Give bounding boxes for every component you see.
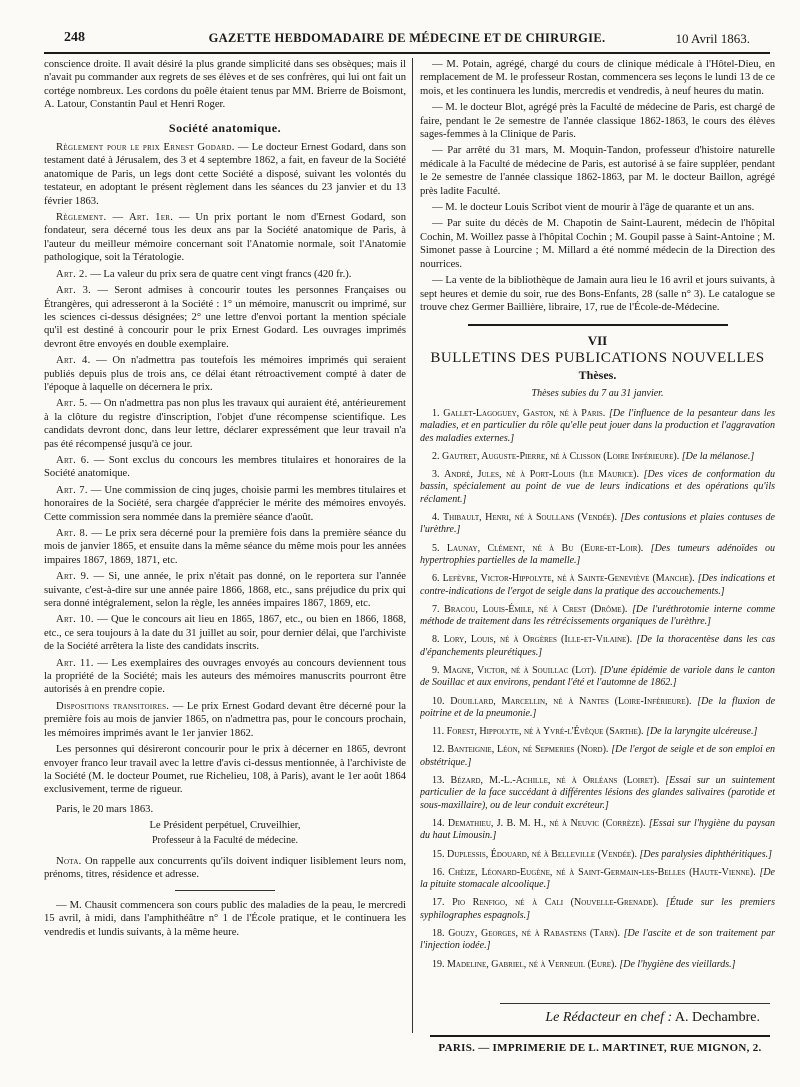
article-label: Art. 2. [56,268,88,280]
these-entry [420,665,775,690]
these-author: Banteignie, Léon, né Sepmeries (Nord). [447,744,609,756]
these-number: 16. [432,866,445,878]
redacteur-name: A. Dechambre. [674,1010,760,1025]
article-paragraph [44,397,406,451]
these-number: 9. [432,664,440,676]
article-text: — Les exemplaires des ouvrages envoyés au concours deviennent tous la propriété de la Société; mais les auteurs des mémoires manuscrits pourront être autorisés à en prendre copie. [44,657,406,696]
these-author: Douillard, Marcellin, né à Nantes (Loire-Inférieure). [450,695,692,707]
these-number: 10. [432,695,445,707]
these-author: Lory, Louis, né à Orgères (Ille-et-Vilaine). [443,634,633,646]
these-entry [420,573,775,598]
separator-rule [175,890,275,891]
news-item: — M. le docteur Blot, agrégé près la Faculté de médecine de Paris, est chargé de faire, pendant le 2e semestre de l'année classique 1862-1863, le cours des élèves sages-femmes à la Clinique de Paris. [420,102,775,141]
redacteur-line [505,1010,760,1026]
these-title: [De l'ascite et de son traitement par l'injection iodée.] [420,928,775,952]
article-paragraph [44,268,406,281]
news-item: — M. le docteur Louis Scribot vient de mourir à l'âge de quarante et un ans. [432,202,755,214]
section-title-societe: Société anatomique. [168,120,282,135]
these-number: 4. [432,512,440,524]
article-text: — Sont exclus du concours les membres titulaires et honoraires de la Société anatomique. [44,454,406,480]
reglement-text: — Le docteur Ernest Godard, dans son testament daté à Jérusalem, des 3 et 4 septembre 1862, a fait, en faveur de la Société anatomique de Paris, un legs dont cette Société a disposé, suivant les volontés du testateur, en adoptant le présent règlement dans les séances du 23 janvier et du 13 février 1863. [44,142,406,207]
article-paragraph [44,454,406,481]
chausit-paragraph: — M. Chausit commencera son cours public des maladies de la peau, le mercredi 15 avril, à midi, dans l'amphithéâtre n° 1 de l'École pratique, et le continuera les vendredis et lundis suivants, à la même heure. [44,899,406,938]
reglement-label: Règlement pour le prix Ernest Godard. [56,142,235,154]
these-number: 14. [432,817,445,829]
bulletins-title: BULLETINS DES PUBLICATIONS NOUVELLES [430,349,765,366]
article-paragraph [44,354,406,394]
these-title: [Des paralysies diphthéritiques.] [639,848,772,860]
article-label: Art. 11. [56,657,94,669]
nota-paragraph [44,855,406,882]
these-author: Gallet-Lagoguey, Gaston, né à Paris. [443,407,606,419]
these-author: Pio Renfigo, né à Cali (Nouvelle-Grenade). [452,897,659,909]
these-entry [420,634,775,659]
these-number: 12. [432,744,445,756]
these-entry [420,512,775,537]
article-paragraph [44,527,406,567]
article-label: Art. 4. [56,355,91,367]
these-entry [420,818,775,843]
these-author: Launay, Clément, né à Bu (Eure-et-Loir). [446,542,644,554]
these-author: André, Jules, né à Port-Louis (île Maurice). [444,469,639,481]
these-entry [420,849,775,861]
theses-list [420,408,775,971]
these-title: [De la laryngite ulcéreuse.] [646,726,758,738]
these-number: 11. [432,726,445,738]
these-entry [420,775,775,812]
these-author: Bézard, M.-L.-Achille, né à Orléans (Loiret). [450,775,660,787]
these-number: 6. [432,573,440,585]
article-paragraph [44,613,406,653]
article-label: Art. 10. [56,614,94,626]
these-title: [De l'ergot de seigle et de son emploi en obstétrique.] [420,744,775,768]
news-item: — M. Potain, agrégé, chargé du cours de clinique médicale à l'Hôtel-Dieu, en remplacement de M. le professeur Rostan, commencera ses leçons le lundi 13 de ce mois, et les continuera les lundis, mercredis et vendredis, à neuf heures du matin. [420,59,775,97]
article-text: — Un prix portant le nom d'Ernest Godard, son fondateur, sera décerné tous les deux ans par la Société anatomique de Paris, à l'auteur du meilleur mémoire concernant soit l'Anatomie normale, soit l'Anatomie pathologique, soit la Tératologie. [44,212,406,264]
these-author: Gouzy, Georges, né à Rabastens (Tarn). [448,928,620,940]
article-paragraph [44,484,406,524]
these-number: 13. [432,775,445,787]
these-author: Bracou, Louis-Émile, né à Crest (Drôme). [444,603,628,615]
these-title: [Étude sur les premiers syphilographes espagnols.] [420,897,775,921]
article-paragraph [44,700,406,740]
these-number: 19. [432,958,445,970]
these-entry [420,959,775,971]
date-line: Paris, le 20 mars 1863. [56,803,154,815]
these-number: 2. [432,450,440,462]
these-number: 18. [432,928,445,940]
article-text: — On n'admettra pas non plus les travaux qui auraient été, antérieurement à la clôture du registre d'inscription, l'objet d'une récompense scientifique. Les candidats devront donc, dans leur lettre, déclarer expressément que leur travail n'a pas été récompensé jusqu'à ce jour. [44,398,406,450]
these-author: Magne, Victor, né à Souillac (Lot). [442,664,597,676]
these-title: [De la pituite stomacale alcoolique.] [420,866,775,891]
these-entry [420,897,775,922]
column-divider [412,58,413,1033]
article-label: Art. 5. [56,398,88,410]
news-item: — Par arrêté du 31 mars, M. Moquin-Tandon, professeur d'histoire naturelle médicale à la Faculté de médecine de Paris, est autorisé à se faire suppléer, pendant le 2e semestre de l'année classique 1862-1863, par M. le docteur Baillon, agrégé près ladite Faculté. [420,145,775,197]
these-number: 7. [432,603,440,615]
nota-label: Nota. [56,855,82,867]
these-entry [420,543,775,568]
page-header [44,30,770,54]
these-number: 5. [432,542,440,554]
theses-title: Thèses. [578,368,617,383]
signature-title: Professeur à la Faculté de médecine. [151,834,299,846]
article-label: Art. 7. [56,484,88,496]
article-label: Règlement. — Art. 1er. [56,212,174,224]
these-title: [Essai sur un suintement particulier de la face succédant à différentes lésions des glandes salivaires (parotide et sous-maxillaire), ou de leur conduit excréteur.] [420,775,775,811]
section-number: VII [587,333,608,349]
right-column [420,58,775,1058]
printer-rule [430,1035,770,1037]
these-entry [420,469,775,506]
these-entry [420,451,775,463]
these-author: Thibault, Henri, né à Soullans (Vendée). [442,512,617,524]
article-text: — La valeur du prix sera de quatre cent vingt francs (420 fr.). [90,268,352,280]
article-text: — On n'admettra pas toutefois les mémoires imprimés qui seraient publiés depuis plus de trois ans, ce délai étant rétroactivement compté à dater de l'époque à laquelle on décernera le prix. [44,355,406,393]
redacteur-rule [500,1003,770,1004]
article-text: — Une commission de cinq juges, choisie parmi les membres titulaires et honoraires de la Société, sera chargée d'apprécier le mérite des mémoires envoyés. Cette commission sera nommée dans la première séance d'août. [44,484,406,523]
printer-imprint: PARIS. — IMPRIMERIE DE L. MARTINET, RUE MIGNON, 2. [438,1042,762,1054]
these-entry [420,408,775,445]
article-label: Dispositions transitoires. [56,700,170,712]
section-rule [468,324,728,326]
these-entry [420,867,775,892]
these-number: 15. [432,848,445,860]
article-list [44,211,406,740]
these-title: [Des indications et contre-indications de l'ergot de seigle dans la pratique des accouchements.] [420,573,775,597]
article-label: Art. 3. [56,285,92,297]
these-entry [420,604,775,629]
these-title: [De l'uréthrotomie interne comme méthode de traitement dans les rétrécissements organiques de l'urèthre.] [420,603,775,628]
these-author: Madeline, Gabriel, né à Verneuil (Eure). [447,958,617,970]
header-rule [44,52,770,54]
these-number: 17. [432,897,445,909]
left-column [44,58,406,1048]
article-text: — Si, une année, le prix n'était pas donné, on le reportera sur l'année suivante, c'est-à-dire sur une année paire 1866, 1868, etc., sans préjudice du prix qui sera donné intégralement, selon la règle, les années impaires 1867, 1869, etc. [44,571,406,610]
article-paragraph [44,657,406,697]
these-title: [De la thoracentèse dans les cas d'épanchements pleurétiques.] [420,634,775,658]
these-author: Demathieu, J. B. M. H., né à Neuvic (Corrèze). [447,817,646,829]
these-title: [Essai sur l'hygiène du paysan du haut Limousin.] [420,817,775,842]
these-title: [Des contusions et plaies contuses de l'urèthre.] [420,512,775,536]
these-title: [De l'hygiène des vieillards.] [619,958,736,970]
these-title: [D'une épidémie de variole dans le canton de Souillac et aux environs, pendant l'été et l'automne de 1862.] [420,664,775,689]
these-author: Forest, Hippolyte, né à Yvré-l'Évêque (Sarthe). [446,726,644,738]
these-number: 1. [432,407,440,419]
reglement-paragraph [44,141,406,208]
article-label: Art. 9. [56,571,90,583]
article-paragraph [44,570,406,610]
news-list [420,58,775,314]
closing-paragraph: Les personnes qui désireront concourir pour le prix à décerner en 1865, devront envoyer franco leur travail avec la lettre d'avis ci-dessus mentionnée, à l'archiviste de la Société (M. le docteur Poumet, rue Richelieu, 108, à Paris), avant le 1er août 1864 exclusivement, terme de rigueur. [44,744,406,796]
article-text: — Seront admises à concourir toutes les personnes Françaises ou Étrangères, qui adresseront à la Société : 1° un mémoire, manuscrit ou imprimé, sur les sciences ci-dessus désignées; 2° une lettre d'envoi portant la mention spéciale qu'il est destiné à concourir pour le prix Ernest Godard. Les ouvrages imprimés devront être envoyés en double exemplaire. [44,285,406,350]
article-paragraph [44,211,406,265]
article-text: — Le prix Ernest Godard devant être décerné pour la première fois au mois de janvier 1865, on n'admettra pas, pour le concours prochain, les mémoires imprimés avant le 1er janvier 1862. [44,700,406,739]
these-entry [420,696,775,721]
page-number: 248 [64,30,85,45]
issue-date: 10 Avril 1863. [675,31,750,46]
nota-text: On rappelle aux concurrents qu'ils doivent indiquer lisiblement leurs nom, prénoms, titres, résidence et adresse. [44,855,406,881]
these-entry [420,928,775,953]
journal-title: GAZETTE HEBDOMADAIRE DE MÉDECINE ET DE CHIRURGIE. [208,31,606,45]
these-title: [Des vices de conformation du bassin, spécialement au point de vue de leurs indications et des opérations qu'ils réclament.] [420,469,775,505]
these-number: 8. [432,634,440,646]
article-text: — Le prix sera décerné pour la première fois dans la première séance du mois de janvier 1865, et ensuite dans la même séance du même mois pour les années impaires 1867, 1869, 1871, etc. [44,528,406,566]
these-author: Gautret, Auguste-Pierre, né à Clisson (Loire Inférieure). [442,450,680,462]
article-label: Art. 6. [56,454,90,466]
these-title: [De l'influence de la pesanteur dans les maladies, et en particulier du rôle qu'elle peut jouer dans la production et l'aggravation des maladies externes.] [420,407,775,444]
these-number: 3. [432,469,440,481]
these-entry [420,744,775,769]
article-text: — Que le concours ait lieu en 1865, 1867, etc., ou bien en 1866, 1868, etc., ce sera toujours à la date du 31 juillet au soir, pour dernier délai, que l'archiviste de la Société arrêtera la liste des candidats inscrits. [44,614,406,653]
these-title: [De la fluxion de poitrine et de la pneumonie.] [420,695,775,719]
these-entry [420,726,775,738]
article-label: Art. 8. [56,528,89,539]
these-title: [De la mélanose.] [681,450,755,462]
theses-subtitle: Thèses subies du 7 au 31 janvier. [531,387,664,399]
these-author: Chèize, Léonard-Eugène, né à Saint-Germain-les-Belles (Haute-Vienne). [448,866,756,878]
news-item: — Par suite du décès de M. Chapotin de Saint-Laurent, médecin de l'hôpital Cochin, M. Woillez passe à l'hôpital Cochin ; M. Goupil passe à Saint-Antoine ; M. Simonet passe à Lourcine ; M. Millard a été nommé médecin de la Direction des nourrices. [420,218,775,270]
redacteur-label: Le Rédacteur en chef : [545,1010,673,1025]
these-author: Duplessis, Édouard, né à Belleville (Vendée). [447,848,637,860]
obituary-paragraph: conscience droite. Il avait désiré la plus grande simplicité dans ses obsèques; mais il n'avait pu commander aux regrets de ses élèves et de ses confrères, qui lui ont fait un cortége nombreux. Les cordons du poêle étaient tenus par MM. Brierre de Boismont, A. Latour, Constantin Paul et Henri Roger. [44,59,406,111]
signature: Le Président perpétuel, Cruveilhier, [149,820,301,832]
these-author: Lefèvre, Victor-Hippolyte, né à Sainte-Geneviève (Manche). [442,573,695,585]
news-item: — La vente de la bibliothèque de Jamain aura lieu le 16 avril et jours suivants, à sept heures et demie du soir, rue des Bons-Enfants, 28 (salle n° 3). Le catalogue se trouve chez Germer Baillière, libraire, 17, rue de l'École-de-Médecine. [420,275,775,313]
these-title: [Des tumeurs adénoïdes ou hypertrophies partielles de la mamelle.] [420,542,775,566]
article-paragraph [44,284,406,351]
